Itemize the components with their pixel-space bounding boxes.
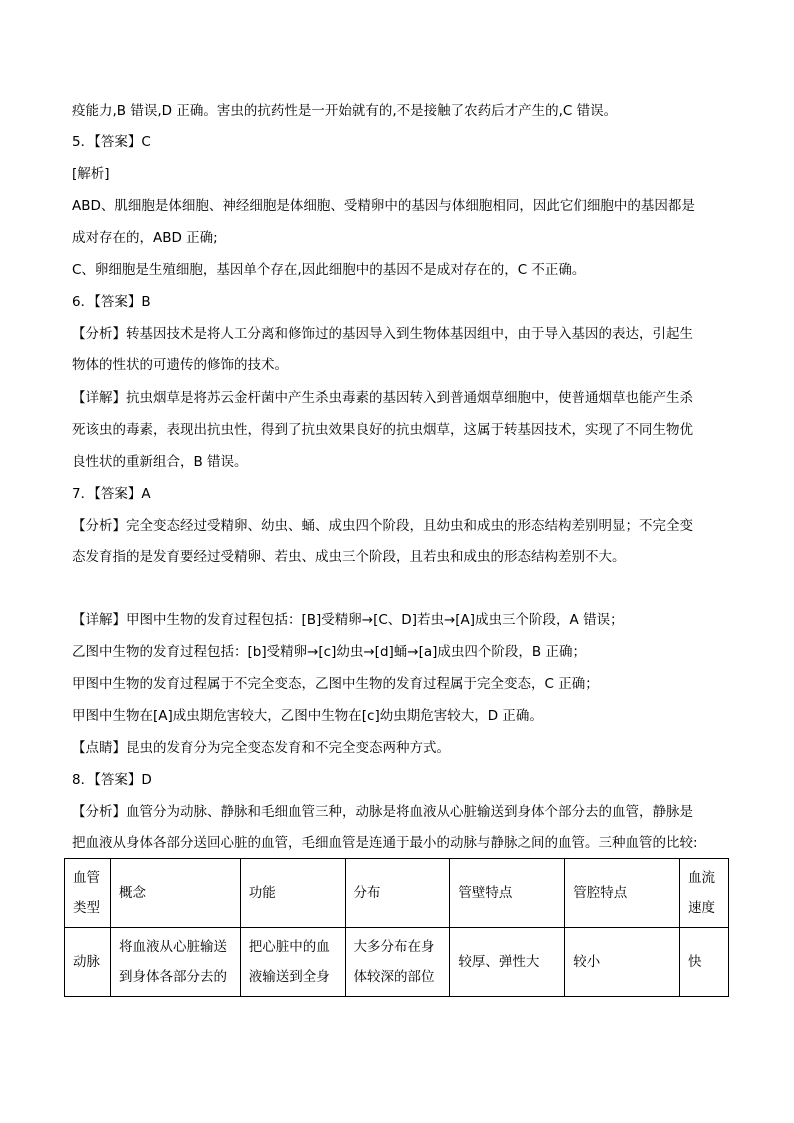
text-line: C、卵细胞是生殖细胞，基因单个存在,因此细胞中的基因不是成对存在的，C 不正确。 <box>72 262 586 278</box>
header-cell: 概念 <box>110 859 240 928</box>
table-cell: 较小 <box>565 928 680 997</box>
header-cell: 管腔特点 <box>565 859 680 928</box>
answer-heading-8: 8．【答案】D <box>72 772 152 788</box>
text-line: 【分析】转基因技术是将人工分离和修饰过的基因导入到生物体基因组中，由于导入基因的表达，引起生 <box>72 326 693 342</box>
header-cell: 管壁特点 <box>450 859 565 928</box>
text-line: 良性状的重新组合，B 错误。 <box>72 454 248 470</box>
answer-heading-7: 7．【答案】A <box>72 486 151 502</box>
text-line: 成对存在的，ABD 正确; <box>72 230 218 246</box>
table-row <box>65 928 729 997</box>
text-line: 【点睛】昆虫的发育分为完全变态发育和不完全变态两种方式。 <box>72 740 450 756</box>
text-line: 【分析】完全变态经过受精卵、幼虫、蛹、成虫四个阶段，且幼虫和成虫的形态结构差别明显；不完全变 <box>72 518 693 534</box>
blood-vessel-comparison-table <box>64 858 729 997</box>
table-cell: 动脉 <box>65 928 111 997</box>
text-line: 态发育指的是发育要经过受精卵、若虫、成虫三个阶段，且若虫和成虫的形态结构差别不大。 <box>72 549 626 565</box>
text-line: 疫能力,B 错误,D 正确。害虫的抗药性是一开始就有的,不是接触了农药后才产生的,C 错误。 <box>72 103 618 119</box>
answer-heading-6: 6．【答案】B <box>72 294 151 310</box>
text-line: 乙图中生物的发育过程包括：[b]受精卵→[c]幼虫→[d]蛹→[a]成虫四个阶段，B 正确； <box>72 644 586 660</box>
text-line: 甲图中生物在[A]成虫期危害较大，乙图中生物在[c]幼虫期危害较大，D 正确。 <box>72 708 543 724</box>
text-line: 【详解】抗虫烟草是将苏云金杆菌中产生杀虫毒素的基因转入到普通烟草细胞中，使普通烟草也能产生杀 <box>72 390 693 406</box>
analysis-label: [解析] <box>72 166 110 182</box>
table-cell: 大多分布在身体较深的部位 <box>345 928 450 997</box>
header-cell: 血流速度 <box>680 859 729 928</box>
text-line: 把血液从身体各部分送回心脏的血管，毛细血管是连通于最小的动脉与静脉之间的血管。三种血管的比较: <box>72 835 698 851</box>
header-cell: 功能 <box>240 859 345 928</box>
table-cell: 将血液从心脏输送到身体各部分去的 <box>110 928 240 997</box>
text-line: 死该虫的毒素，表现出抗虫性，得到了抗虫效果良好的抗虫烟草，这属于转基因技术，实现了不同生物优 <box>72 422 693 438</box>
table-cell: 较厚、弹性大 <box>450 928 565 997</box>
table-header-row <box>65 859 729 928</box>
answer-heading-5: 5．【答案】C <box>72 134 151 150</box>
text-line: 甲图中生物的发育过程属于不完全变态，乙图中生物的发育过程属于完全变态，C 正确； <box>72 676 599 692</box>
header-cell: 分布 <box>345 859 450 928</box>
text-line: 物体的性状的可遗传的修饰的技术。 <box>72 357 288 373</box>
text-line: ABD、肌细胞是体细胞、神经细胞是体细胞、受精卵中的基因与体细胞相同，因此它们细胞中的基因都是 <box>72 198 695 214</box>
text-line: 【详解】甲图中生物的发育过程包括：[B]受精卵→[C、D]若虫→[A]成虫三个阶段，A 错误； <box>72 612 624 628</box>
text-line: 【分析】血管分为动脉、静脉和毛细血管三种，动脉是将血液从心脏输送到身体个部分去的血管，静脉是 <box>72 804 693 820</box>
table-cell: 把心脏中的血液输送到全身 <box>240 928 345 997</box>
table-cell: 快 <box>680 928 729 997</box>
header-cell: 血管类型 <box>65 859 111 928</box>
